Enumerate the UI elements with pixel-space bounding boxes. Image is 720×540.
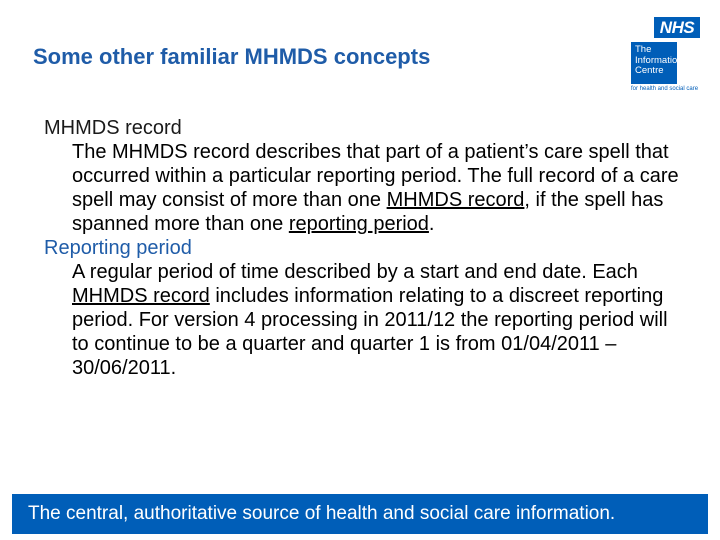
definition-text: . <box>428 213 435 235</box>
logo-line-3: Centre <box>635 65 664 76</box>
term-mhmds-record: MHMDS record <box>44 117 182 139</box>
reporting-period-link[interactable]: reporting period <box>288 213 429 235</box>
definition-text: A regular period of time described by a start and end date. Each <box>72 261 638 283</box>
definition-text: The MHMDS record describes that part of a patient’s care spell that occurred within a particular reporting period. The full record of a care spell may consist of more than one <box>72 141 679 211</box>
footer-banner <box>12 494 708 534</box>
mhmds-record-link[interactable]: MHMDS record <box>386 189 525 211</box>
nhs-logo: NHS <box>654 17 700 38</box>
definition-text: , if the spell has spanned more than one <box>72 189 664 235</box>
logo-tagline: for health and social care <box>631 86 699 92</box>
definition-text: includes information relating to a discreet reporting period. For version 4 processing in 2011/12 the reporting period will to continue to be a quarter and quarter 1 is from 01/04/2011 – 30/06/2011. <box>72 285 668 379</box>
definition-mhmds-record <box>72 140 684 236</box>
definition-reporting-period <box>72 260 684 380</box>
term-reporting-period: Reporting period <box>44 237 192 259</box>
mhmds-record-link[interactable]: MHMDS record <box>72 285 210 307</box>
logo-line-2: Information <box>635 54 683 66</box>
slide-title: Some other familiar MHMDS concepts <box>33 44 431 69</box>
slide-body <box>44 116 684 380</box>
logo-line-1: The <box>635 44 652 55</box>
information-centre-logo <box>631 42 683 84</box>
footer-text: The central, authoritative source of health and social care information. <box>28 503 616 524</box>
